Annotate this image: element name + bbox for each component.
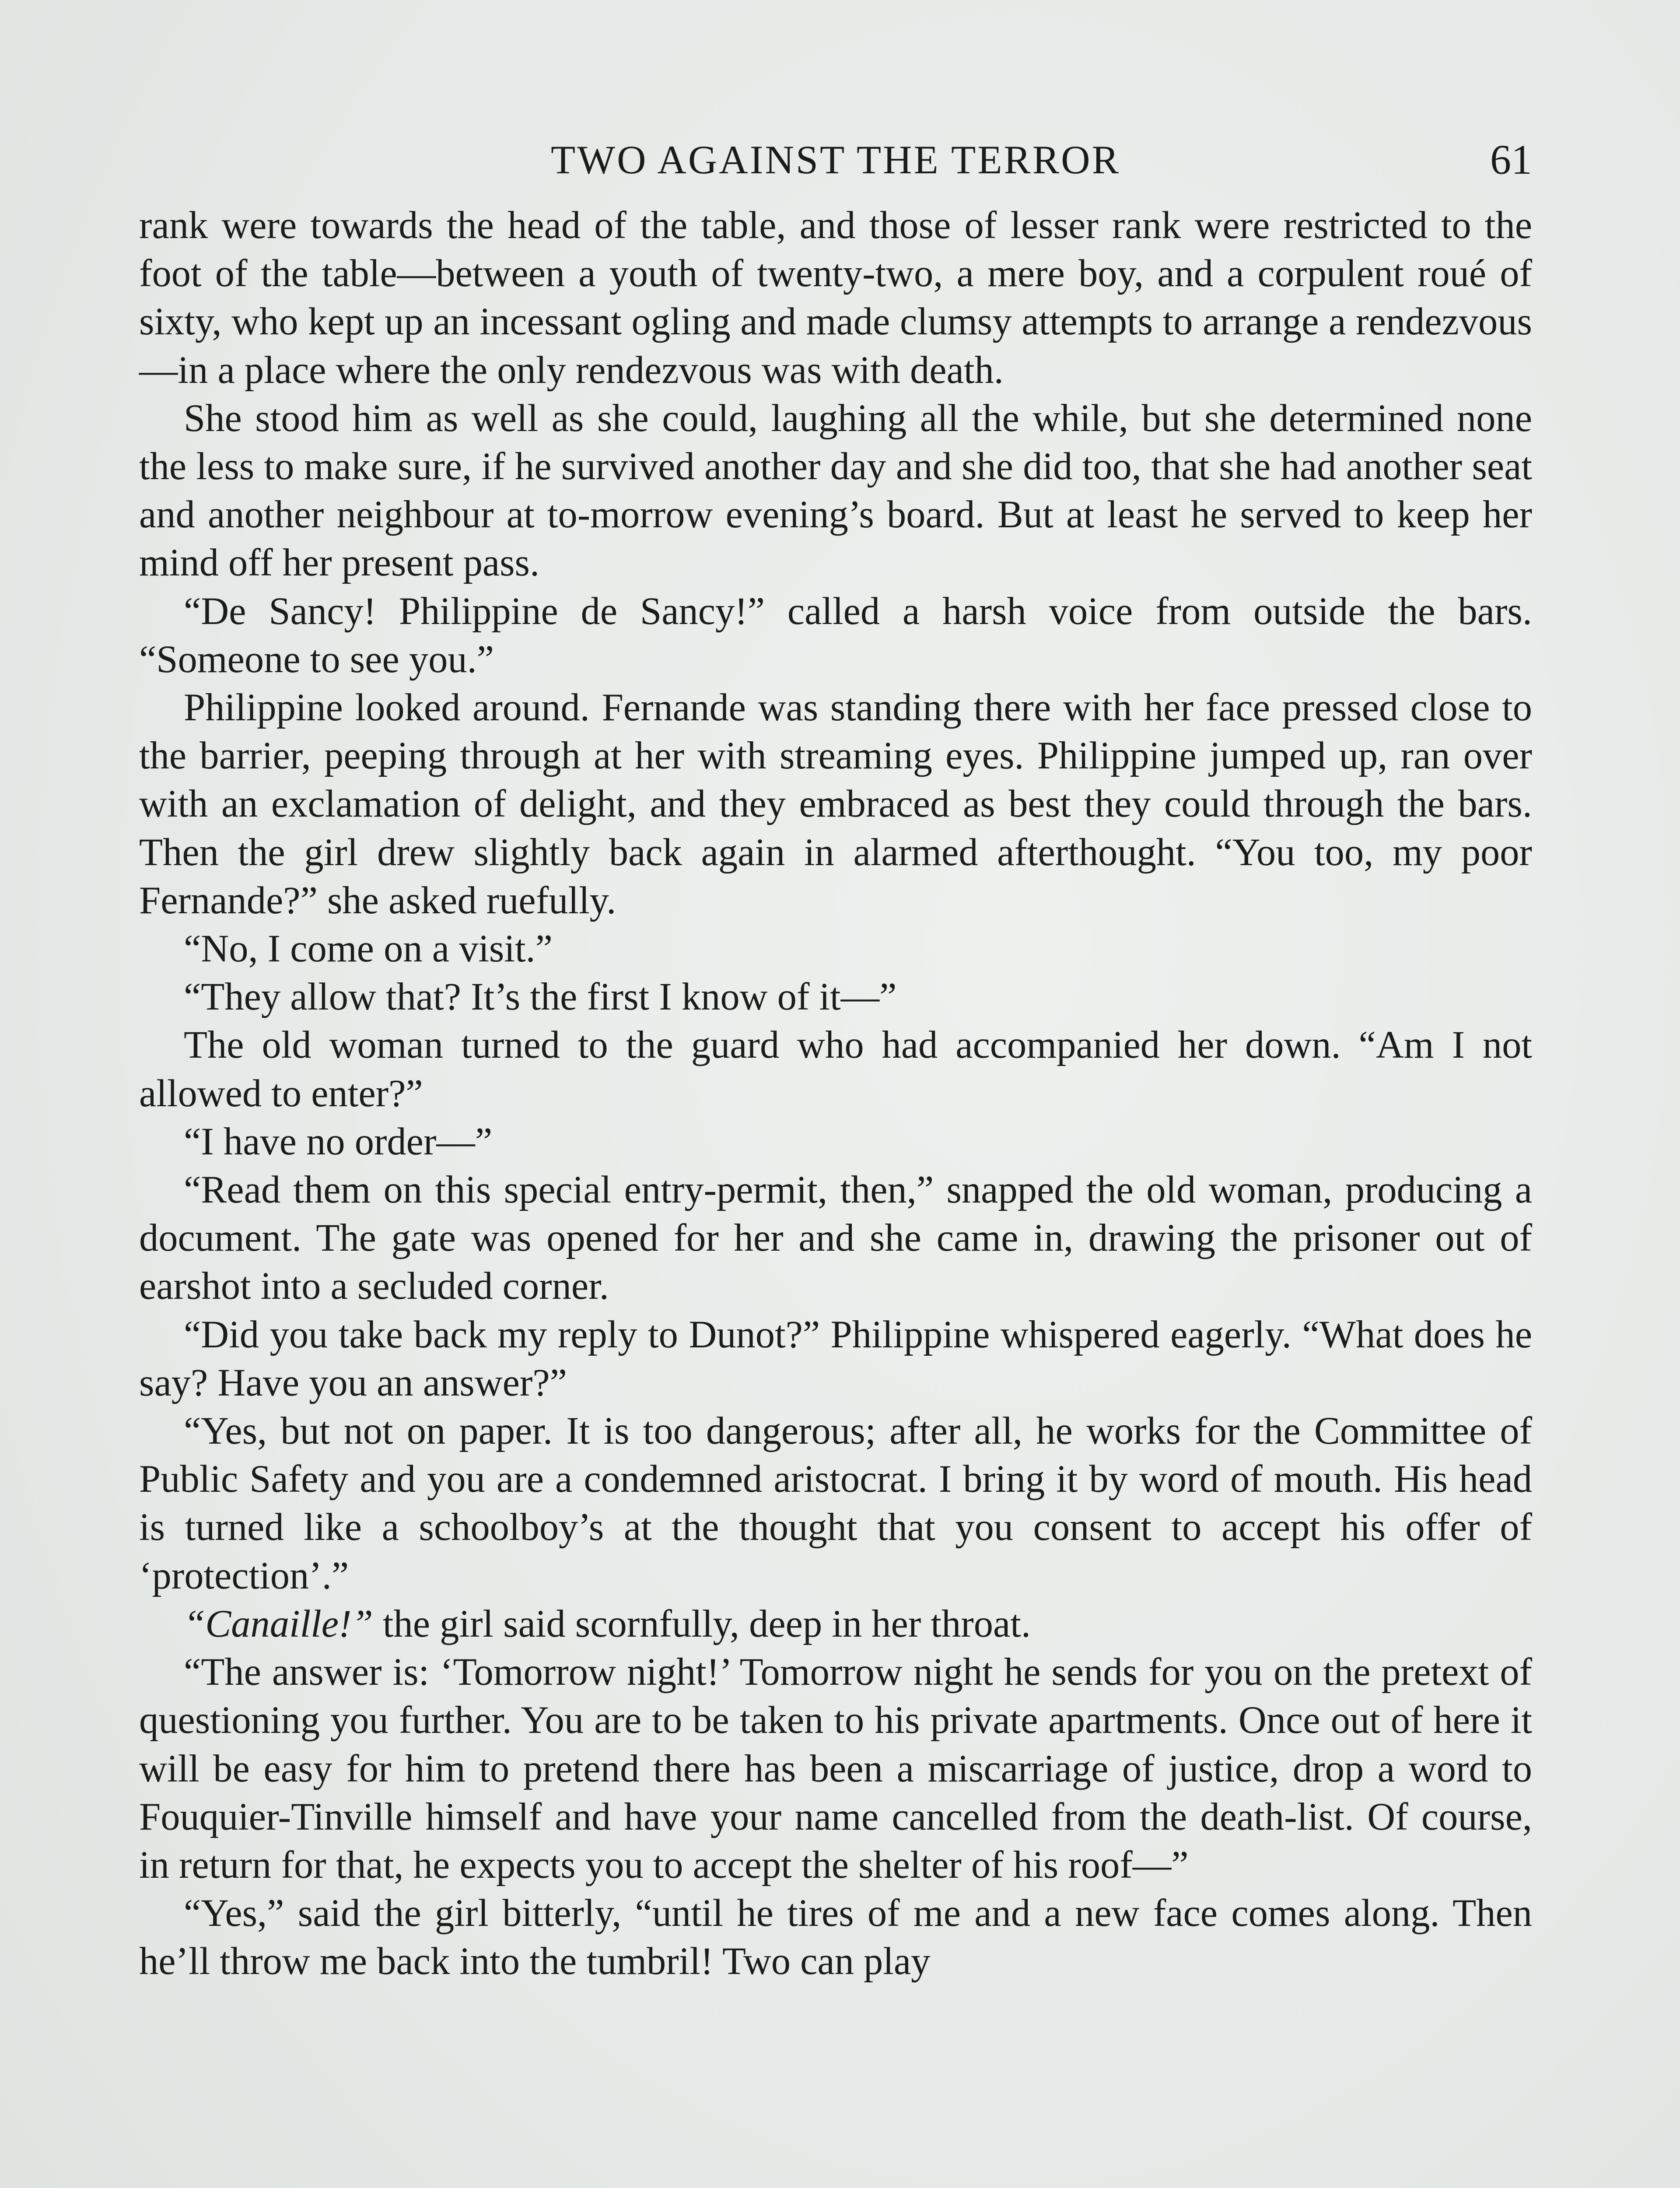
paragraph-14: “Yes,” said the girl bitterly, “until he tires of me and a new face comes along. Then he’ll throw me back into the tumbril! Two can play <box>139 1892 1532 1983</box>
paragraph-10: “Did you take back my reply to Dunot?” Philippine whispered eagerly. “What does he say? Have you an answer?” <box>139 1313 1532 1404</box>
canaille-italic: “Canaille!” <box>184 1602 373 1645</box>
running-title: TWO AGAINST THE TERROR <box>551 137 1120 182</box>
paragraph-9: “Read them on this special entry-permit, then,” snapped the old woman, producing a document. The gate was opened for her and she came in, drawing the prisoner out of earshot into a secluded corner. <box>139 1168 1532 1308</box>
paragraph-7: The old woman turned to the guard who had accompanied her down. “Am I not allowed to enter?” <box>139 1024 1532 1115</box>
paragraph-1: rank were towards the head of the table, and those of lesser rank were restricted to the foot of the table—between a youth of twenty-two, a mere boy, and a corpulent roué of sixty, who kept up an incessant ogling and made clumsy attempts to arrange a rendezvous—in a place where the only rendezvous was with death. <box>139 204 1532 392</box>
page-number: 61 <box>1490 136 1532 183</box>
paragraph-11: “Yes, but not on paper. It is too dangerous; after all, he works for the Committee of Public Safety and you are a condemned aristocrat. I bring it by word of mouth. His head is turned like a schoolboy’s at the thought that you consent to accept his offer of ‘protection’.” <box>139 1410 1532 1597</box>
paragraph-3: “De Sancy! Philippine de Sancy!” called a harsh voice from outside the bars. “Someone to see you.” <box>139 589 1532 681</box>
body-text <box>139 201 1532 1986</box>
paragraph-5: “No, I come on a visit.” <box>184 927 553 971</box>
paragraph-8: “I have no order—” <box>184 1120 493 1163</box>
book-page <box>139 127 1532 1986</box>
running-head <box>139 127 1532 193</box>
paragraph-6: “They allow that? It’s the first I know of it—” <box>184 975 897 1019</box>
canaille-rest: the girl said scornfully, deep in her throat. <box>373 1602 1031 1645</box>
paragraph-12 <box>139 1600 1532 1648</box>
paragraph-13: “The answer is: ‘Tomorrow night!’ Tomorrow night he sends for you on the pretext of questioning you further. You are to be taken to his private apartments. Once out of here it will be easy for him to pretend there has been a miscarriage of justice, drop a word to Fouquier-Tinville himself and have your name cancelled from the death-list. Of course, in return for that, he expects you to accept the shelter of his roof—” <box>139 1651 1532 1886</box>
paragraph-4: Philippine looked around. Fernande was standing there with her face pressed close to the barrier, peeping through at her with streaming eyes. Philippine jumped up, ran over with an exclamation of delight, and they embraced as best they could through the bars. Then the girl drew slightly back again in alarmed afterthought. “You too, my poor Fernande?” she asked ruefully. <box>139 686 1532 922</box>
paragraph-2: She stood him as well as she could, laughing all the while, but she determined none the less to make sure, if he survived another day and she did too, that she had another seat and another neighbour at to-morrow evening’s board. But at least he served to keep her mind off her present pass. <box>139 396 1532 585</box>
